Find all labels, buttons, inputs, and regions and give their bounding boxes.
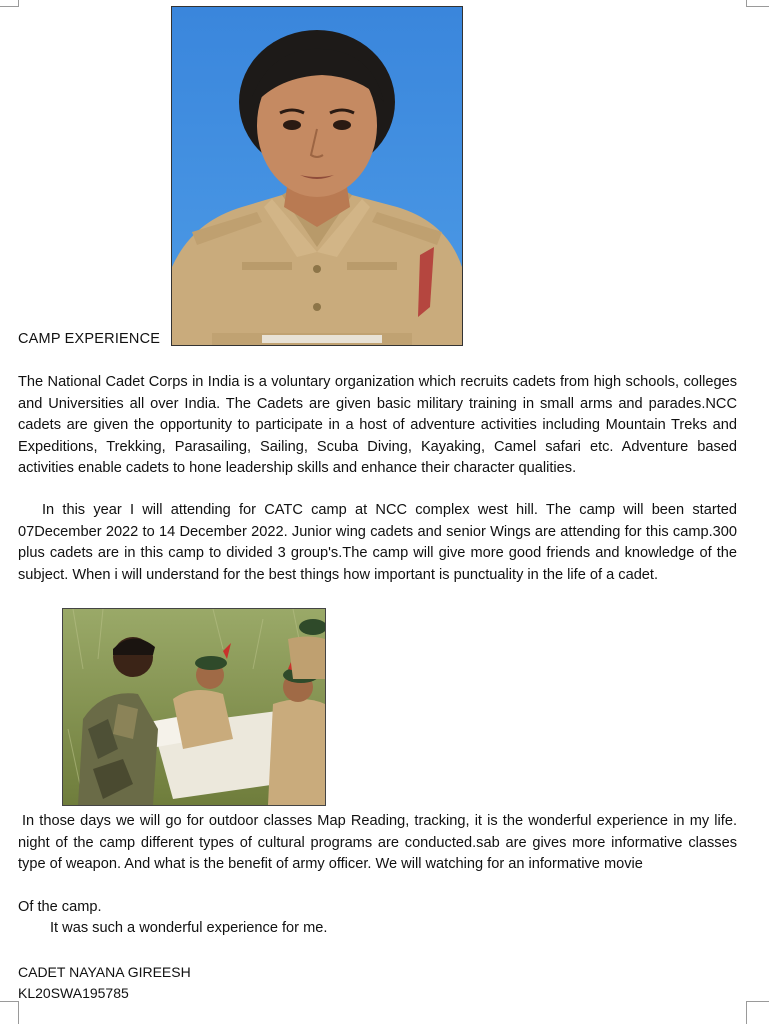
signature-name: CADET NAYANA GIREESH <box>18 964 191 980</box>
cadet-portrait-photo <box>171 6 463 346</box>
paragraph-ncc-intro: The National Cadet Corps in India is a voluntary organization which recruits cadets from high schools, colleges and Universities all over India. The Cadets are given basic military training in small arms and parades.NCC cadets are given the opportunity to participate in a host of adventure activities including Mountain Treks and Expeditions, Trekking, Parasailing, Sailing, Scuba Diving, Kayaking, Camel safari etc. Adventure based activities enable cadets to hone leadership skills and enhance their character qualities. <box>18 374 737 476</box>
line-of-the-camp: Of the camp. <box>18 899 102 915</box>
document-heading: CAMP EXPERIENCE <box>18 331 161 347</box>
page-corner-mark <box>0 0 19 7</box>
line-closing-remark: It was such a wonderful experience for me. <box>50 920 328 936</box>
paragraph-catc-camp: In this year I will attending for CATC camp at NCC complex west hill. The camp will been started 07December 2022 to 14 December 2022. Junior wing cadets and senior Wings are attending for this camp.300 plus cadets are in this camp to divided 3 group's.The camp will give more good friends and knowledge of the subject. When i will understand for the best things how important is punctuality in the life of a cadet. <box>18 502 737 583</box>
paragraph-camp-activities: In those days we will go for outdoor classes Map Reading, tracking, it is the wonderful experience in my life. night of the camp different types of cultural programs are conducted.sab are gives more informative classes type of weapon. And what is the benefit of army officer. We will watching for an informative movie <box>18 813 737 872</box>
signature-cadet-id: KL20SWA195785 <box>18 985 129 1001</box>
page-corner-mark <box>746 1001 769 1024</box>
page-corner-mark <box>746 0 769 7</box>
camp-map-reading-photo <box>62 608 326 806</box>
page-corner-mark <box>0 1001 19 1024</box>
